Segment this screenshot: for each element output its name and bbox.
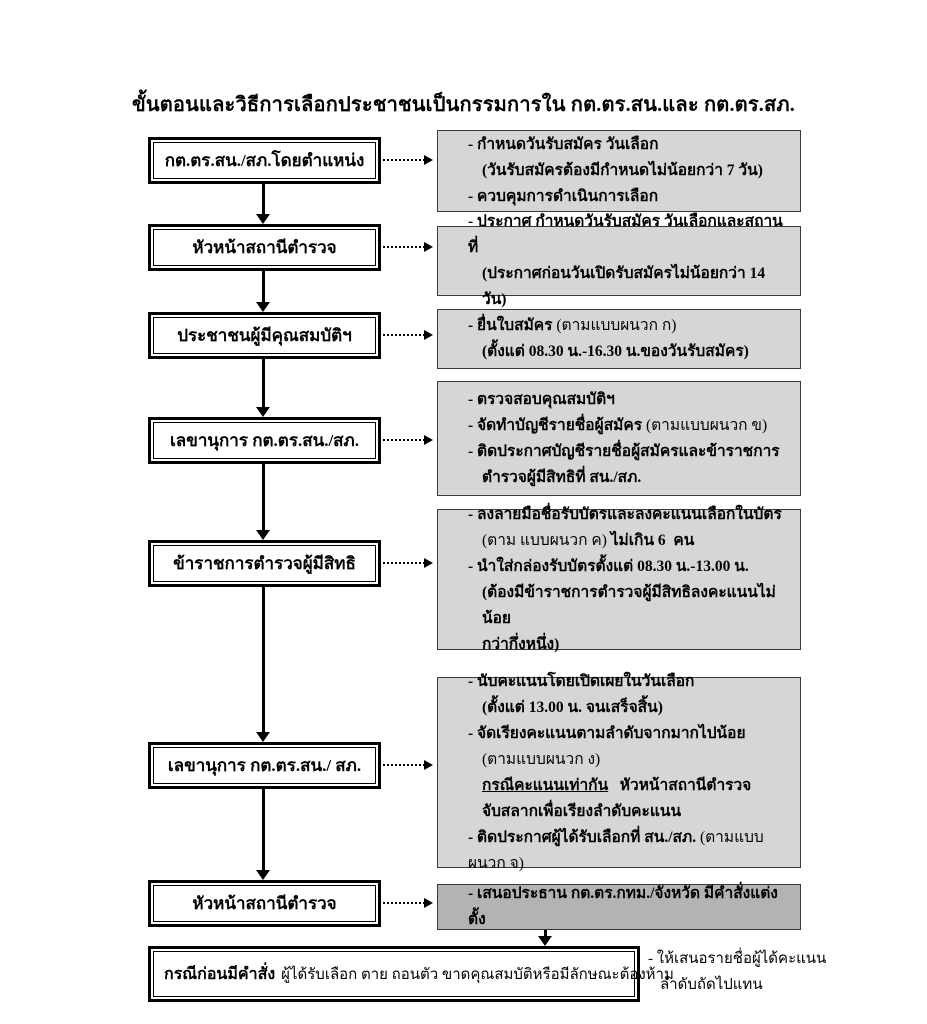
detail-box-announcement [437, 213, 801, 308]
detail-line [468, 554, 792, 580]
detail-line [468, 313, 792, 339]
detail-line [468, 261, 792, 313]
detail-line [468, 132, 792, 158]
exception-box-label: กรณีก่อนมีคำสั่ง [164, 965, 276, 983]
flow-box-label: เลขานุการ กต.ตร.สน./สภ. [169, 431, 360, 450]
detail-line [468, 158, 792, 184]
detail-text: - จัดเรียงคะแนนตามลำดับจากมากไปน้อย [468, 724, 746, 742]
detail-text: - กำหนดวันรับสมัคร วันเลือก [468, 136, 659, 153]
detail-line [468, 209, 792, 261]
side-note [648, 946, 826, 998]
detail-line [468, 502, 792, 528]
exception-box [148, 946, 674, 1002]
detail-text: - เสนอประธาน กต.ตร.กทม./จังหวัด มีคำสั่งแต่งตั้ง [468, 885, 778, 928]
detail-text: - ประกาศ กำหนดวันรับสมัคร วันเลือกและสถานที่ [468, 213, 783, 256]
detail-text: - ลงลายมือชื่อรับบัตรและลงคะแนนเลือกในบัตร [468, 505, 782, 523]
detail-box-counting [437, 672, 801, 872]
detail-line [468, 695, 792, 721]
flow-box-qualified-citizens [148, 312, 381, 359]
detail-text: (ตามแบบผนวก จ) [468, 828, 764, 872]
flow-box-label: ประชาชนผู้มีคุณสมบัติฯ [177, 326, 352, 345]
detail-text: กว่ากึ่งหนึ่ง) [482, 635, 560, 653]
flow-box-secretary-2 [148, 742, 381, 789]
detail-text: (ตาม แบบผนวก ค) [482, 531, 611, 549]
detail-text: (ประกาศก่อนวันเปิดรับสมัครไม่น้อยกว่า 14 วัน) [482, 265, 769, 308]
detail-text: หัวหน้าสถานีตำรวจ [608, 776, 752, 794]
detail-text: (ตามแบบผนวก ข) [645, 416, 768, 434]
detail-line [468, 825, 792, 877]
detail-line [468, 881, 792, 933]
detail-box-voting [437, 505, 801, 653]
detail-line [468, 184, 792, 210]
detail-line [468, 799, 792, 825]
flow-box-label: ข้าราชการตำรวจผู้มีสิทธิ [173, 554, 356, 573]
detail-line [468, 721, 792, 747]
flow-box-label: หัวหน้าสถานีตำรวจ [192, 894, 337, 913]
detail-line [468, 632, 792, 658]
side-note-line: - ให้เสนอรายชื่อผู้ได้คะแนน [648, 951, 827, 967]
detail-text: (ตามแบบผนวก ง) [482, 750, 601, 768]
side-note-line: ลำดับถัดไปแทน [660, 977, 763, 993]
page-title: ขั้นตอนและวิธีการเลือกประชาชนเป็นกรรมการใน กต.ตร.สน.และ กต.ตร.สภ. [132, 94, 795, 116]
detail-text: - ติดประกาศผู้ได้รับเลือกที่ สน./สภ. [468, 828, 700, 846]
detail-text: ไม่เกิน 6 คน [610, 531, 695, 549]
detail-box-application [437, 309, 801, 369]
flow-box-station-chief-2 [148, 880, 381, 927]
detail-line [468, 528, 792, 554]
detail-text: - ติดประกาศบัญชีรายชื่อผู้สมัครและข้าราชการ [468, 442, 780, 460]
detail-text: - นับคะแนนโดยเปิดเผยในวันเลือก [468, 672, 695, 690]
detail-text: - ควบคุมการดำเนินการเลือก [468, 188, 659, 205]
detail-line [468, 747, 792, 773]
detail-line [468, 339, 792, 365]
detail-line [468, 439, 792, 465]
flow-box-ex-officio [148, 137, 381, 184]
detail-text: (ตามแบบผนวก ก) [556, 317, 677, 334]
flow-box-station-chief-1 [148, 224, 381, 271]
detail-line [468, 669, 792, 695]
flow-box-label: เลขานุการ กต.ตร.สน./ สภ. [167, 756, 362, 775]
detail-text: จับสลากเพื่อเรียงลำดับคะแนน [482, 802, 682, 820]
detail-text: (ต้องมีข้าราชการตำรวจผู้มีสิทธิลงคะแนนไม่น้อย [482, 583, 776, 627]
exception-box-text: ผู้ได้รับเลือก ตาย ถอนตัว ขาดคุณสมบัติหรือมีลักษณะต้องห้าม [281, 967, 674, 983]
detail-text: ตำรวจผู้มีสิทธิที่ สน./สภ. [482, 468, 642, 486]
detail-line [468, 465, 792, 491]
detail-text: (วันรับสมัครต้องมีกำหนดไม่น้อยกว่า 7 วัน) [482, 162, 763, 179]
detail-line [468, 773, 792, 799]
detail-text: - จัดทำบัญชีรายชื่อผู้สมัคร [468, 416, 646, 434]
detail-box-appointment [437, 884, 801, 930]
detail-text: (ตั้งแต่ 08.30 น.-16.30 น.ของวันรับสมัคร) [482, 343, 749, 360]
detail-box-schedule [437, 130, 801, 212]
detail-line [468, 413, 792, 439]
flow-box-label: กต.ตร.สน./สภ.โดยตำแหน่ง [164, 151, 365, 170]
detail-text: กรณีคะแนนเท่ากัน [482, 776, 609, 794]
flow-box-secretary-1 [148, 417, 381, 464]
detail-text: - ตรวจสอบคุณสมบัติฯ [468, 390, 615, 408]
flow-box-eligible-police [148, 540, 381, 587]
detail-text: - นำใส่กล่องรับบัตรตั้งแต่ 08.30 น.-13.00 น. [468, 557, 749, 575]
detail-box-verification [437, 381, 801, 496]
detail-line [468, 580, 792, 632]
detail-text: (ตั้งแต่ 13.00 น. จนเสร็จสิ้น) [482, 698, 663, 716]
flow-box-label: หัวหน้าสถานีตำรวจ [192, 238, 337, 257]
detail-text: - ยื่นใบสมัคร [468, 317, 557, 334]
detail-line [468, 387, 792, 413]
